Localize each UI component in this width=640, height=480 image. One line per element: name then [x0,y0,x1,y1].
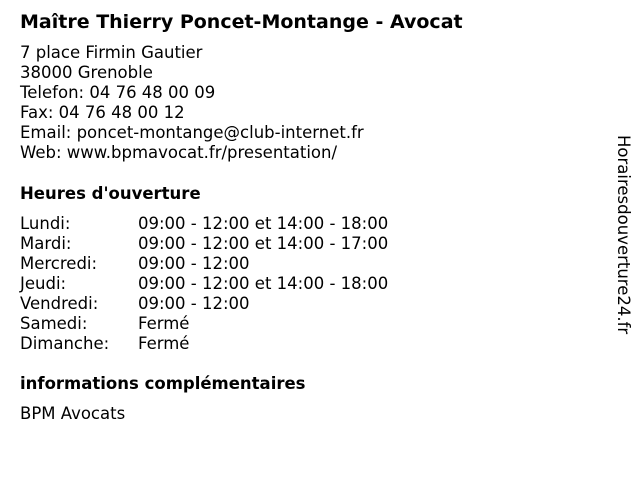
hours-row-sunday [20,334,440,354]
day-label: Mardi: [20,234,72,253]
day-hours: 09:00 - 12:00 [138,254,250,273]
day-hours: 09:00 - 12:00 et 14:00 - 18:00 [138,274,389,293]
email-line: Email: poncet-montange@club-internet.fr [20,123,364,142]
day-label: Dimanche: [20,334,110,353]
address-line-1: 7 place Firmin Gautier [20,43,203,62]
hours-row-saturday [20,314,440,334]
fax-line: Fax: 04 76 48 00 12 [20,103,185,122]
hours-row-thursday [20,274,440,294]
hours-row-friday [20,294,440,314]
web-line: Web: www.bpmavocat.fr/presentation/ [20,143,338,162]
page-title: Maître Thierry Poncet-Montange - Avocat [20,11,463,33]
hours-row-tuesday [20,234,440,254]
day-hours: 09:00 - 12:00 et 14:00 - 17:00 [138,234,389,253]
hours-row-wednesday [20,254,440,274]
day-hours: 09:00 - 12:00 [138,294,250,313]
additional-info-heading: informations complémentaires [20,374,306,393]
hours-row-monday [20,214,440,234]
address-line-2: 38000 Grenoble [20,63,153,82]
phone-line: Telefon: 04 76 48 00 09 [20,83,216,102]
opening-hours-heading: Heures d'ouverture [20,184,201,203]
day-label: Mercredi: [20,254,98,273]
day-label: Jeudi: [20,274,67,293]
site-watermark-label: Horairesdouverture24.fr [614,135,633,335]
day-label: Samedi: [20,314,88,333]
additional-info-text: BPM Avocats [20,404,126,423]
contact-block [20,43,364,163]
day-label: Lundi: [20,214,71,233]
day-hours: Fermé [138,314,190,333]
day-hours: Fermé [138,334,190,353]
opening-hours-table [20,214,440,354]
day-hours: 09:00 - 12:00 et 14:00 - 18:00 [138,214,389,233]
day-label: Vendredi: [20,294,99,313]
